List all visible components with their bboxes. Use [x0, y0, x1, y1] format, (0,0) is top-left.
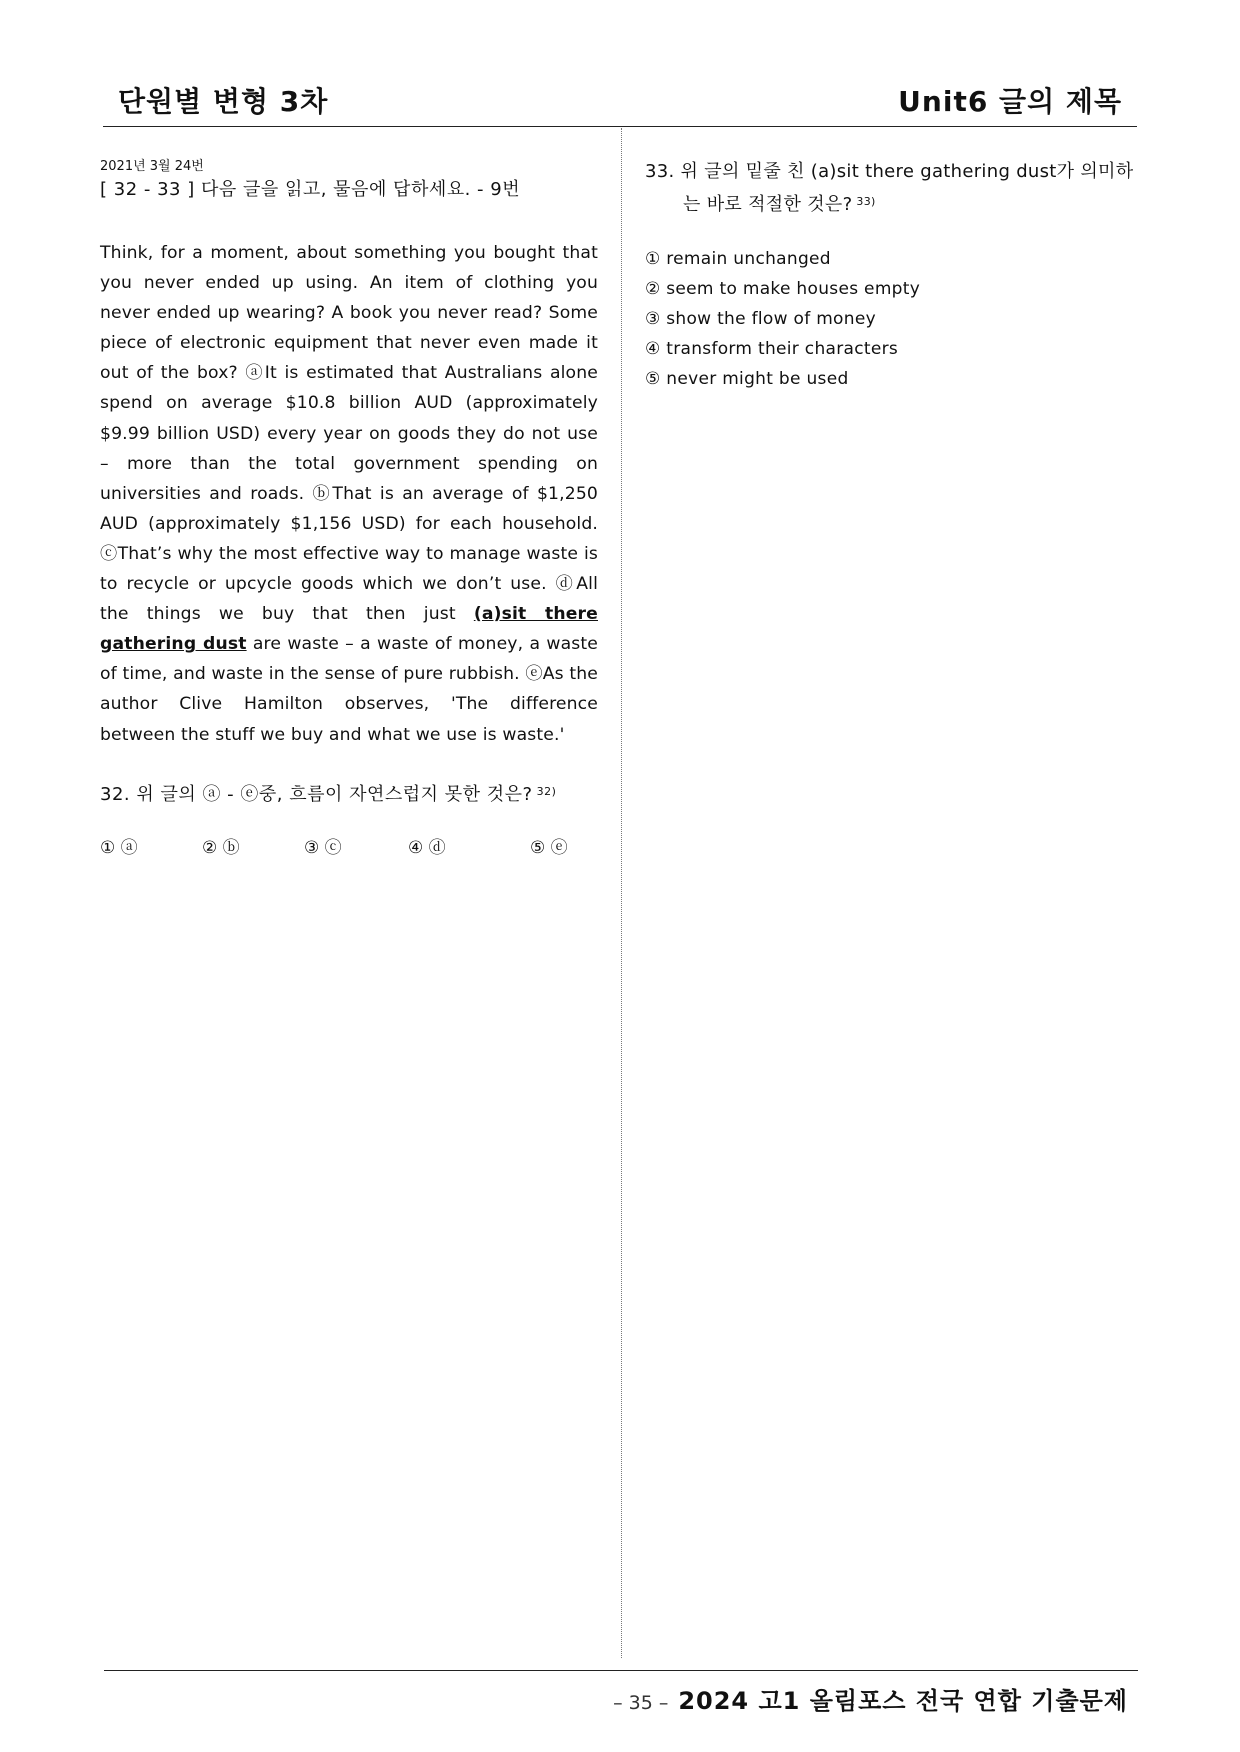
q32-option-2[interactable]: ② ⓑ	[202, 837, 240, 858]
q33-option-5[interactable]: ⑤ never might be used	[645, 369, 849, 389]
instruction: [ 32 - 33 ] 다음 글을 읽고, 물음에 답하세요. - 9번	[100, 179, 521, 200]
column-divider	[621, 128, 622, 1658]
header-rule	[103, 126, 1137, 127]
question-32-footnote: 32)	[536, 784, 557, 798]
q32-option-3[interactable]: ③ ⓒ	[304, 837, 342, 858]
question-33-footnote: 33)	[856, 195, 876, 208]
reading-passage	[100, 238, 598, 750]
passage-before: Think, for a moment, about something you bought that you never ended up using. An item of clothing you never ended up wearing? A book you never read? Some piece of electronic equipment that never even made it out of the box? ⓐIt is estimated that Australians alone spend on average $10.8 billion AUD (approximately $9.99 billion USD) every year on goods they do not use – more than the total government spending on universities and roads. ⓑThat is an average of $1,250 AUD (approximately $1,156 USD) for each household. ⓒThat’s why the most effective way to manage waste is to recycle or upcycle goods which we don’t use. ⓓAll the things we buy that then just	[100, 243, 598, 625]
question-33-text: 33. 위 글의 밑줄 친 (a)sit there gathering dust가 의미하는 바로 적절한 것은?	[645, 161, 1134, 215]
header-right-title: Unit6 글의 제목	[898, 85, 1122, 118]
q32-option-1[interactable]: ① ⓐ	[100, 837, 138, 858]
footer	[613, 1681, 1128, 1716]
question-32-options	[100, 833, 598, 859]
q33-option-4[interactable]: ④ transform their characters	[645, 339, 899, 359]
page-number: – 35 –	[613, 1692, 669, 1714]
footer-title: 2024 고1 올림포스 전국 연합 기출문제	[678, 1687, 1128, 1715]
question-32	[100, 780, 598, 807]
header-left-title: 단원별 변형 3차	[118, 85, 329, 118]
footer-rule	[104, 1670, 1138, 1671]
passage-underlined-phrase: (a)sit there gathering dust	[100, 604, 598, 655]
question-33-options	[645, 244, 1143, 394]
source-label: 2021년 3월 24번	[100, 159, 204, 174]
q32-option-4[interactable]: ④ ⓓ	[408, 837, 446, 858]
q33-option-2[interactable]: ② seem to make houses empty	[645, 279, 921, 299]
right-column	[645, 157, 1143, 394]
left-column	[100, 158, 598, 859]
q32-option-5[interactable]: ⑤ ⓔ	[530, 837, 568, 858]
passage-after: are waste – a waste of money, a waste of time, and waste in the sense of pure rubbish. ⓔAs the author Clive Hamilton observes, 'The difference between the stuff we buy and what we use is waste.'	[100, 634, 598, 745]
question-33	[645, 157, 1143, 220]
q33-option-1[interactable]: ① remain unchanged	[645, 249, 831, 269]
q33-option-3[interactable]: ③ show the flow of money	[645, 309, 876, 329]
question-32-text: 32. 위 글의 ⓐ - ⓔ중, 흐름이 자연스럽지 못한 것은?	[100, 783, 533, 805]
